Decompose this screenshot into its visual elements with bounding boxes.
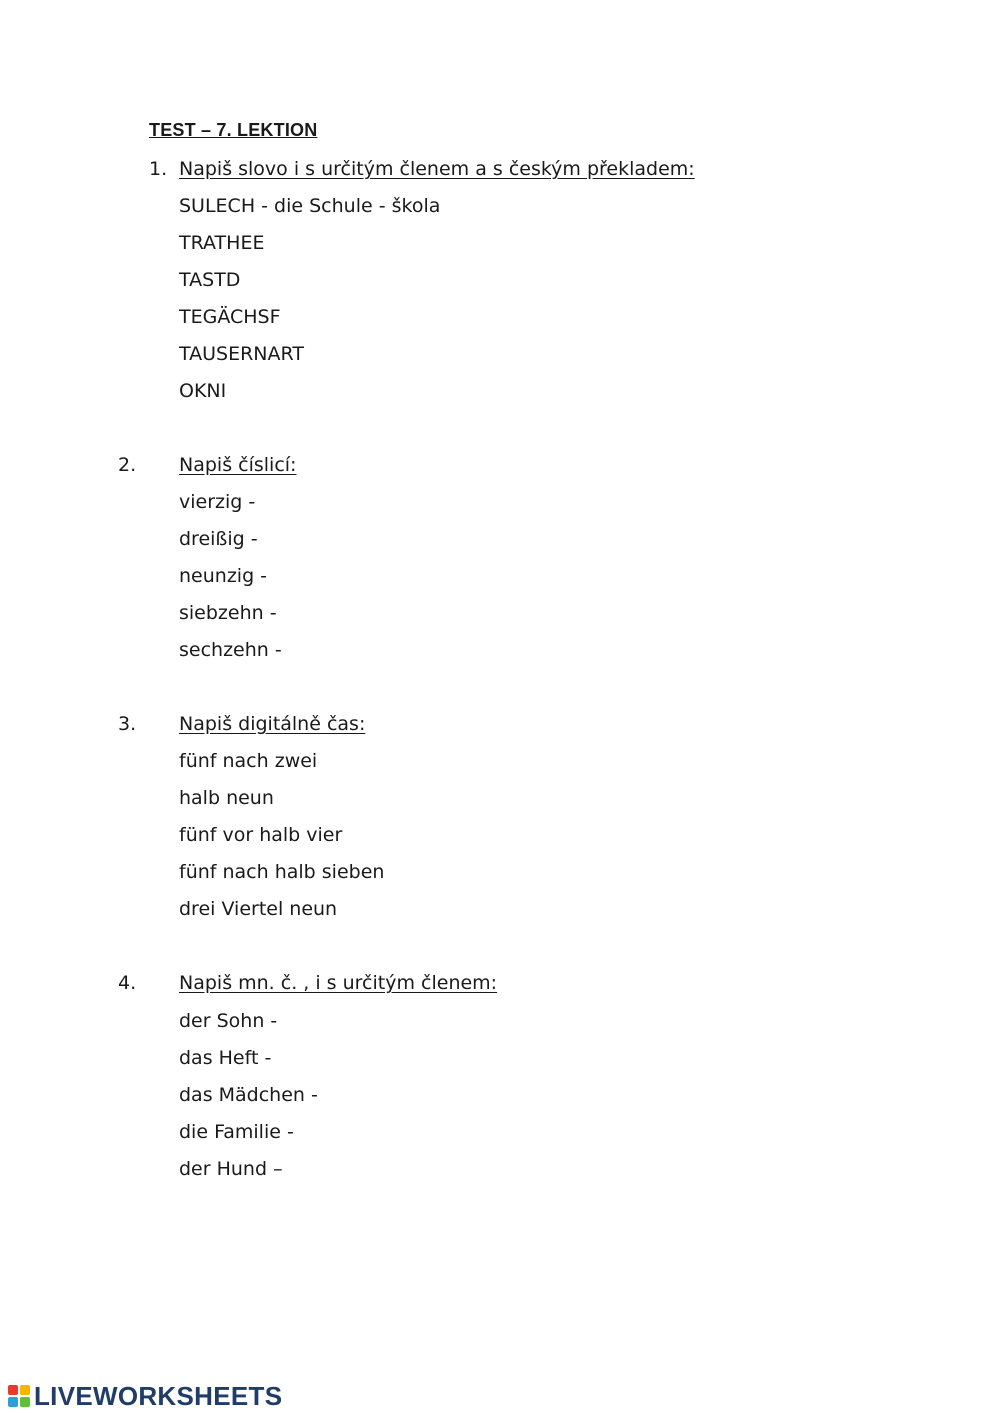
logo-square — [20, 1397, 30, 1407]
liveworksheets-footer — [8, 1381, 282, 1411]
brand-name: LIVEWORKSHEETS — [34, 1380, 283, 1411]
section-4-heading: Napiš mn. č. , i s určitým členem: — [179, 972, 498, 994]
section-2-heading: Napiš číslicí: — [179, 454, 297, 476]
section-3-item: fünf nach halb sieben — [179, 861, 385, 883]
section-1-item: SULECH - die Schule - škola — [179, 195, 441, 217]
section-1-item: TASTD — [179, 269, 241, 291]
section-3-number: 3. — [118, 713, 137, 735]
section-1-heading: Napiš slovo i s určitým členem a s českým překladem: — [179, 158, 695, 180]
section-3-item: fünf vor halb vier — [179, 824, 343, 846]
section-2-item: dreißig - — [179, 528, 258, 550]
section-2-number: 2. — [118, 454, 137, 476]
section-3-item: drei Viertel neun — [179, 898, 338, 920]
section-1-item: TRATHEE — [179, 232, 265, 254]
section-1-item: OKNI — [179, 380, 227, 402]
section-3-item: fünf nach zwei — [179, 750, 318, 772]
section-4-number: 4. — [118, 972, 137, 994]
section-3-item: halb neun — [179, 787, 274, 809]
section-1-item: TEGÄCHSF — [179, 306, 281, 328]
logo-square — [8, 1385, 18, 1395]
section-2-item: siebzehn - — [179, 602, 277, 624]
section-4-item: der Sohn - — [179, 1010, 278, 1032]
section-1-item: TAUSERNART — [179, 343, 304, 365]
section-4-item: das Mädchen - — [179, 1084, 318, 1106]
section-4-item: die Familie - — [179, 1121, 294, 1143]
section-3-heading: Napiš digitálně čas: — [179, 713, 366, 735]
section-2-item: sechzehn - — [179, 639, 282, 661]
logo-square — [20, 1385, 30, 1395]
section-1-number: 1. — [149, 158, 168, 180]
logo-square — [8, 1397, 18, 1407]
section-4-item: der Hund – — [179, 1158, 283, 1180]
page-title: TEST – 7. LEKTION — [149, 120, 318, 140]
section-4-item: das Heft - — [179, 1047, 272, 1069]
liveworksheets-logo-icon — [8, 1385, 30, 1407]
section-2-item: neunzig - — [179, 565, 268, 587]
section-2-item: vierzig - — [179, 491, 256, 513]
